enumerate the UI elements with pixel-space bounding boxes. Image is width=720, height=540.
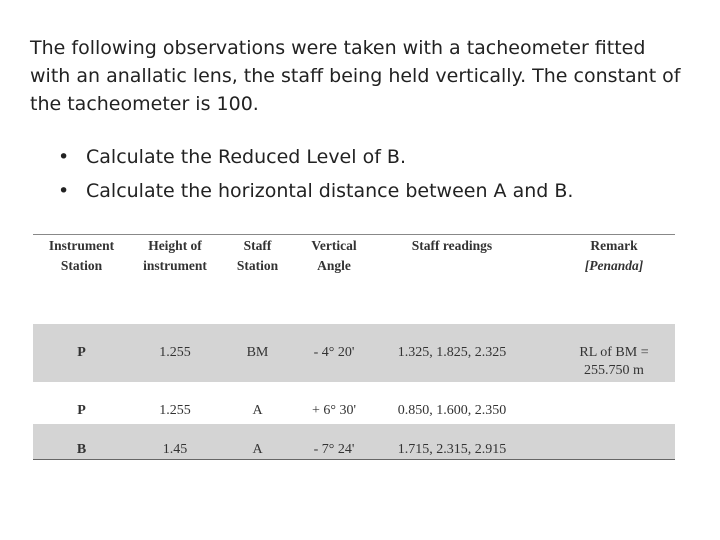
cell-station: P — [77, 345, 86, 360]
task-item-reduced-level — [58, 143, 698, 177]
header-line: Station — [236, 258, 279, 273]
header-line: Staff — [243, 238, 272, 253]
task-text: Calculate the Reduced Level of B. — [86, 146, 406, 168]
remark-line: 255.750 m — [584, 363, 644, 378]
problem-statement: The following observations were taken with a tacheometer fitted with an anallatic lens, the staff being held vertically. The constant of the tacheometer is 100. — [30, 37, 681, 115]
header-remark — [553, 236, 675, 276]
header-line: [Penanda] — [584, 258, 644, 273]
table-top-rule — [33, 234, 675, 235]
cell-height: 1.45 — [162, 442, 188, 457]
header-instrument-station — [33, 236, 130, 276]
bullet-icon: • — [58, 146, 70, 168]
cell-staff-readings: 1.325, 1.825, 2.325 — [397, 345, 507, 360]
cell-vertical-angle: + 6° 30' — [311, 403, 357, 418]
task-list — [58, 143, 698, 211]
header-line: Staff readings — [411, 238, 493, 253]
cell-staff-station: BM — [246, 345, 269, 360]
header-line: instrument — [143, 258, 207, 273]
header-staff-station — [220, 236, 295, 276]
header-height-of-instrument — [130, 236, 220, 276]
table-row — [33, 324, 675, 382]
cell-height: 1.255 — [159, 345, 191, 360]
table-row — [33, 382, 675, 424]
remark-line: RL of BM = — [579, 345, 649, 360]
task-item-horizontal-distance — [58, 177, 698, 211]
cell-vertical-angle: - 4° 20' — [313, 345, 355, 360]
header-line: Instrument — [48, 238, 115, 253]
bullet-icon: • — [58, 180, 70, 202]
header-line: Remark — [590, 238, 638, 253]
cell-staff-station: A — [252, 403, 263, 418]
header-staff-readings — [373, 236, 531, 256]
cell-station: B — [76, 442, 87, 457]
header-line: Vertical — [311, 238, 357, 253]
cell-station: P — [77, 403, 86, 418]
cell-staff-readings: 1.715, 2.315, 2.915 — [397, 442, 507, 457]
cell-remark — [553, 344, 675, 380]
header-line: Station — [60, 258, 103, 273]
header-line: Height of — [148, 238, 202, 253]
header-vertical-angle — [295, 236, 373, 276]
task-text: Calculate the horizontal distance between A and B. — [86, 180, 574, 202]
cell-height: 1.255 — [159, 403, 191, 418]
cell-staff-station: A — [252, 442, 263, 457]
cell-staff-readings: 0.850, 1.600, 2.350 — [397, 403, 507, 418]
cell-vertical-angle: - 7° 24' — [313, 442, 355, 457]
observation-table — [33, 234, 675, 462]
header-line: Angle — [317, 258, 351, 273]
table-bottom-rule — [33, 459, 675, 460]
table-row — [33, 424, 675, 459]
